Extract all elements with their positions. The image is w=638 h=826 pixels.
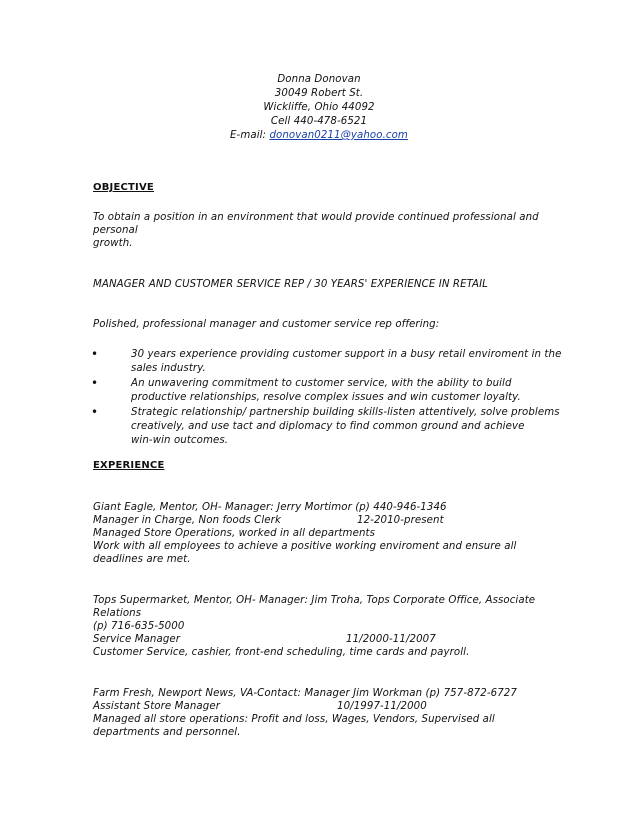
job-dates: 12-2010-present	[357, 515, 444, 526]
bullet-icon: •	[91, 405, 99, 419]
job-desc: Managed all store operations: Profit and loss, Wages, Vendors, Supervised all	[93, 714, 495, 725]
job-dates: 10/1997-11/2000	[337, 701, 427, 712]
bullet-text: productive relationships, resolve complex issues and win customer loyalty.	[131, 392, 521, 403]
bullet-text: An unwavering commitment to customer service, with the ability to build	[131, 378, 512, 389]
job-title: Manager in Charge, Non foods Clerk	[93, 515, 281, 526]
job-employer-cont: Relations	[93, 608, 142, 619]
email-label: E-mail:	[230, 130, 270, 141]
experience-heading: EXPERIENCE	[93, 460, 165, 471]
job-employer: Giant Eagle, Mentor, OH- Manager: Jerry Mortimor (p) 440-946-1346	[93, 502, 447, 513]
job-desc: deadlines are met.	[93, 554, 191, 565]
job-employer: Farm Fresh, Newport News, VA-Contact: Manager Jim Workman (p) 757-872-6727	[93, 688, 517, 699]
job-employer: Tops Supermarket, Mentor, OH- Manager: Jim Troha, Tops Corporate Office, Associate	[93, 595, 536, 606]
summary-intro: Polished, professional manager and customer service rep offering:	[93, 319, 440, 330]
objective-line: To obtain a position in an environment that would provide continued professional and	[93, 212, 539, 223]
job-desc: Managed Store Operations, worked in all departments	[93, 528, 376, 539]
job-phone: (p) 716-635-5000	[93, 621, 185, 632]
summary-title: MANAGER AND CUSTOMER SERVICE REP / 30 YEARS' EXPERIENCE IN RETAIL	[93, 279, 488, 290]
contact-name: Donna Donovan	[277, 74, 361, 85]
job-desc: Work with all employees to achieve a positive working enviroment and ensure all	[93, 541, 517, 552]
bullet-text: creatively, and use tact and diplomacy to find common ground and achieve	[131, 421, 525, 432]
job-dates: 11/2000-11/2007	[346, 634, 436, 645]
job-title: Assistant Store Manager	[93, 701, 220, 712]
contact-street: 30049 Robert St.	[274, 88, 364, 99]
job-desc: Customer Service, cashier, front-end scheduling, time cards and payroll.	[93, 647, 470, 658]
bullet-text: sales industry.	[131, 363, 206, 374]
job-title: Service Manager	[93, 634, 181, 645]
bullet-text: win-win outcomes.	[131, 435, 229, 446]
contact-city: Wickliffe, Ohio 44092	[263, 102, 375, 113]
bullet-icon: •	[91, 347, 99, 361]
contact-cell: Cell 440-478-6521	[270, 116, 368, 127]
objective-heading: OBJECTIVE	[93, 182, 154, 193]
contact-email-line	[0, 129, 638, 143]
bullet-icon: •	[91, 376, 99, 390]
email-link[interactable]: donovan0211@yahoo.com	[269, 130, 408, 141]
job-desc: departments and personnel.	[93, 727, 241, 738]
bullet-text: 30 years experience providing customer support in a busy retail enviroment in the	[131, 349, 562, 360]
objective-line: personal	[93, 225, 138, 236]
bullet-text: Strategic relationship/ partnership building skills-listen attentively, solve problems	[131, 407, 560, 418]
objective-line: growth.	[93, 238, 133, 249]
